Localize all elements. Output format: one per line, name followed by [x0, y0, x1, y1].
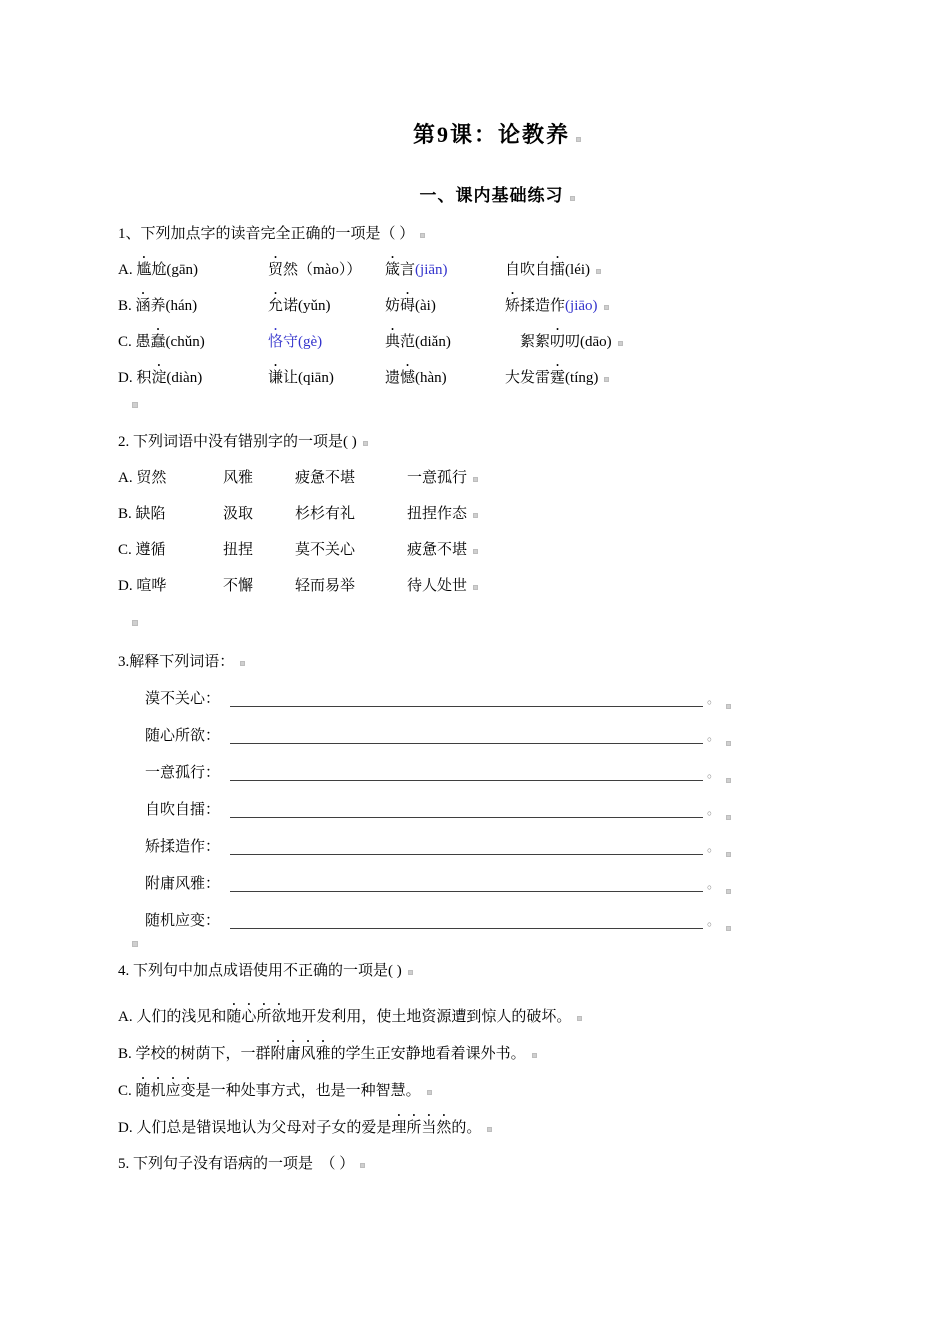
q3-term-row	[145, 837, 731, 857]
word-cell: 杉杉有礼	[295, 506, 356, 522]
q1-option-row	[118, 368, 850, 388]
pinyin-cell	[505, 332, 612, 352]
pinyin-highlight: 守(gè)	[283, 334, 323, 350]
paragraph-mark	[726, 741, 731, 746]
paragraph-mark	[726, 926, 731, 931]
paragraph-mark	[420, 233, 425, 238]
q2-option-row	[118, 576, 850, 596]
text-run: A. 人们的浅见和	[118, 1009, 227, 1025]
pinyin-cell	[385, 332, 505, 352]
line-end-period: 。	[706, 691, 720, 706]
pinyin-cell	[505, 368, 598, 388]
dotted-char: 应	[165, 1083, 181, 1099]
text-run: 叨(dāo)	[565, 334, 612, 350]
dotted-char: 所	[406, 1120, 422, 1136]
q3-term-label: 矫揉造作：	[145, 839, 221, 855]
dotted-char: 随	[226, 1009, 242, 1025]
pinyin-cell	[268, 332, 385, 352]
word-cell: 疲惫不堪	[295, 470, 356, 486]
text-run: 养(hán)	[150, 298, 198, 314]
dotted-char: 箴	[385, 262, 401, 278]
dotted-char: 叨	[550, 334, 566, 350]
q4-options	[118, 1007, 850, 1138]
dotted-char: 尴	[136, 262, 152, 278]
paragraph-mark	[726, 815, 731, 820]
pinyin-cell	[118, 296, 268, 316]
paragraph-mark	[132, 620, 138, 626]
paragraph-mark	[240, 661, 245, 666]
text-run: (ài)	[415, 298, 436, 314]
dotted-char: 雅	[315, 1046, 331, 1062]
dotted-char: 贸	[268, 262, 284, 278]
word-cell: 风雅	[223, 470, 254, 486]
empty-paragraph	[118, 400, 850, 408]
pinyin-cell	[268, 368, 385, 388]
dotted-char: 涵	[135, 298, 151, 314]
pinyin-cell	[385, 260, 505, 280]
word-cell: D. 喧哗	[118, 578, 167, 594]
line-end-period: 。	[706, 728, 720, 743]
pinyin-cell	[118, 332, 268, 352]
q2-option-row	[118, 468, 850, 488]
empty-paragraph	[118, 618, 850, 626]
dotted-char: 所	[256, 1009, 272, 1025]
paragraph-mark	[408, 970, 413, 975]
q1-option-row	[118, 332, 850, 352]
text-run: 的学生正安静地看着课外书。	[330, 1046, 526, 1062]
dotted-char: 典	[385, 334, 401, 350]
text-run: 尬(gān)	[151, 262, 199, 278]
paragraph-mark	[487, 1127, 492, 1132]
q5-stem-text: 5. 下列句子没有语病的一项是 （ ）	[118, 1156, 355, 1172]
paragraph-mark	[427, 1090, 432, 1095]
word-cell: 一意孤行	[407, 470, 468, 486]
paragraph-mark	[532, 1053, 537, 1058]
text-run: 絮絮	[505, 334, 551, 350]
paragraph-mark	[132, 941, 138, 947]
q2-option-row	[118, 504, 850, 524]
text-run: 地开发利用，使土地资源遭到惊人的破坏。	[286, 1009, 572, 1025]
q3-term-label: 漠不关心：	[145, 691, 221, 707]
q1-stem-text: 1、下列加点字的读音完全正确的一项是（ ）	[118, 226, 415, 242]
q3-term-row	[145, 911, 731, 931]
dotted-char: 矫	[505, 298, 521, 314]
paragraph-mark	[726, 889, 731, 894]
pinyin-highlight: (jiān)	[415, 262, 448, 278]
paragraph-mark	[604, 377, 609, 382]
dotted-char: 欲	[271, 1009, 287, 1025]
pinyin-cell	[118, 260, 268, 280]
dotted-char: 碍	[400, 298, 416, 314]
dotted-char: 机	[150, 1083, 166, 1099]
word-cell: 疲惫不堪	[407, 542, 468, 558]
text-run: 然（mào））	[283, 262, 362, 278]
text-run: 诺(yǔn)	[283, 298, 331, 314]
q3-blank-line[interactable]	[230, 912, 703, 929]
paragraph-mark	[360, 1163, 365, 1168]
text-run: 的。	[451, 1120, 482, 1136]
paragraph-mark	[473, 549, 478, 554]
text-run: D.	[118, 370, 137, 386]
dotted-char: 风	[300, 1046, 316, 1062]
paragraph-mark	[473, 477, 478, 482]
pinyin-highlight: (jiāo)	[565, 298, 598, 314]
line-end-period: 。	[706, 839, 720, 854]
q5-stem	[118, 1154, 850, 1174]
pinyin-cell	[505, 296, 598, 316]
q3-term-row	[145, 763, 731, 783]
text-run: D. 人们总是错误地认为父母对子女的爱是	[118, 1120, 392, 1136]
q4-option-row	[118, 1044, 850, 1064]
q3-stem-text: 3.解释下列词语：	[118, 654, 235, 670]
pinyin-cell	[385, 368, 505, 388]
q2-option-row	[118, 540, 850, 560]
word-cell: 不懈	[223, 578, 254, 594]
paragraph-mark	[604, 305, 609, 310]
text-run: 范(diǎn)	[400, 334, 451, 350]
pinyin-cell	[385, 296, 505, 316]
dotted-char: 附	[270, 1046, 286, 1062]
text-run: (diàn)	[166, 370, 203, 386]
q3-blank-line[interactable]	[230, 875, 703, 892]
section-heading	[131, 185, 863, 208]
text-run: B. 学校的树荫下，一群	[118, 1046, 271, 1062]
dotted-char: 允	[268, 298, 284, 314]
paragraph-mark	[726, 704, 731, 709]
q3-term-label: 一意孤行：	[145, 765, 221, 781]
text-run: (tíng)	[565, 370, 599, 386]
dotted-char: 霆	[550, 370, 566, 386]
paragraph-mark	[576, 137, 581, 142]
q3-definition-lines	[118, 689, 850, 931]
text-run: 愚	[135, 334, 151, 350]
q3-blank-line[interactable]	[230, 801, 703, 818]
q3-term-label: 随机应变：	[145, 913, 221, 929]
text-run: 遗	[385, 370, 401, 386]
line-end-period: 。	[706, 913, 720, 928]
paragraph-mark	[726, 852, 731, 857]
page-title	[131, 122, 863, 151]
q2-stem	[118, 432, 850, 452]
line-end-period: 。	[706, 876, 720, 891]
dotted-char: 心	[241, 1009, 257, 1025]
text-run: C.	[118, 1083, 136, 1099]
dotted-char: 理	[391, 1120, 407, 1136]
text-run: 大发雷	[505, 370, 551, 386]
q4-option-row	[118, 1118, 850, 1138]
pinyin-cell	[118, 368, 268, 388]
text-run: 是一种处事方式，也是一种智慧。	[195, 1083, 421, 1099]
text-run: (léi)	[565, 262, 591, 278]
dotted-char: 憾	[400, 370, 416, 386]
word-cell: 扭捏	[223, 542, 254, 558]
paragraph-mark	[473, 513, 478, 518]
dotted-char: 谦	[268, 370, 284, 386]
paragraph-mark	[570, 196, 575, 201]
q1-options	[118, 260, 850, 388]
paragraph-mark	[363, 441, 368, 446]
q1-option-row	[118, 296, 850, 316]
text-run: 妨	[385, 298, 401, 314]
paragraph-mark	[577, 1016, 582, 1021]
text-run: B.	[118, 298, 136, 314]
pinyin-cell	[505, 260, 590, 280]
dotted-char: 擂	[550, 262, 566, 278]
q3-term-row	[145, 874, 731, 894]
q4-option-row	[118, 1007, 850, 1027]
q3-blank-line[interactable]	[230, 838, 703, 855]
q3-blank-line[interactable]	[230, 764, 703, 781]
q3-blank-line[interactable]	[230, 690, 703, 707]
dotted-char: 变	[180, 1083, 196, 1099]
word-cell: 轻而易举	[295, 578, 356, 594]
q1-stem	[118, 224, 850, 244]
word-cell: B. 缺陷	[118, 506, 166, 522]
empty-paragraph	[118, 939, 850, 947]
q1-option-row	[118, 260, 850, 280]
paragraph-mark	[132, 402, 138, 408]
q3-blank-line[interactable]	[230, 727, 703, 744]
q3-term-row	[145, 800, 731, 820]
q2-options	[118, 468, 850, 596]
word-cell: A. 贸然	[118, 470, 167, 486]
text-run: 让(qiān)	[283, 370, 334, 386]
text-run: (chǔn)	[165, 334, 205, 350]
dotted-char: 淀	[151, 370, 167, 386]
q3-term-row	[145, 726, 731, 746]
text-run: A.	[118, 262, 137, 278]
word-cell: C. 遵循	[118, 542, 166, 558]
text-run: 自吹自	[505, 262, 551, 278]
paragraph-mark	[726, 778, 731, 783]
text-run: 揉造作	[520, 298, 566, 314]
dotted-char: 蠢	[150, 334, 166, 350]
dotted-char: 当	[421, 1120, 437, 1136]
dotted-char: 庸	[285, 1046, 301, 1062]
word-cell: 莫不关心	[295, 542, 356, 558]
q4-option-row	[118, 1081, 850, 1101]
q2-stem-text: 2. 下列词语中没有错别字的一项是( )	[118, 434, 357, 450]
pinyin-cell	[268, 296, 385, 316]
q4-stem-text: 4. 下列句中加点成语使用不正确的一项是( )	[118, 963, 402, 979]
q4-stem	[118, 961, 850, 981]
dotted-char: 然	[436, 1120, 452, 1136]
dotted-char: 恪	[268, 334, 284, 350]
line-end-period: 。	[706, 765, 720, 780]
text-run: C.	[118, 334, 136, 350]
q3-term-label: 自吹自擂：	[145, 802, 221, 818]
word-cell: 扭捏作态	[407, 506, 468, 522]
dotted-char: 随	[135, 1083, 151, 1099]
line-end-period: 。	[706, 802, 720, 817]
section-heading-text: 一、课内基础练习	[419, 186, 564, 205]
pinyin-cell	[268, 260, 385, 280]
text-run: 积	[136, 370, 152, 386]
text-run: 言	[400, 262, 416, 278]
q3-term-label: 随心所欲：	[145, 728, 221, 744]
paragraph-mark	[596, 269, 601, 274]
word-cell: 待人处世	[407, 578, 468, 594]
q3-term-label: 附庸风雅：	[145, 876, 221, 892]
title-text: 第9课：论教养	[412, 122, 570, 147]
q3-term-row	[145, 689, 731, 709]
paragraph-mark	[473, 585, 478, 590]
q3-stem	[118, 652, 850, 672]
text-run: (hàn)	[415, 370, 447, 386]
word-cell: 汲取	[223, 506, 254, 522]
paragraph-mark	[618, 341, 623, 346]
